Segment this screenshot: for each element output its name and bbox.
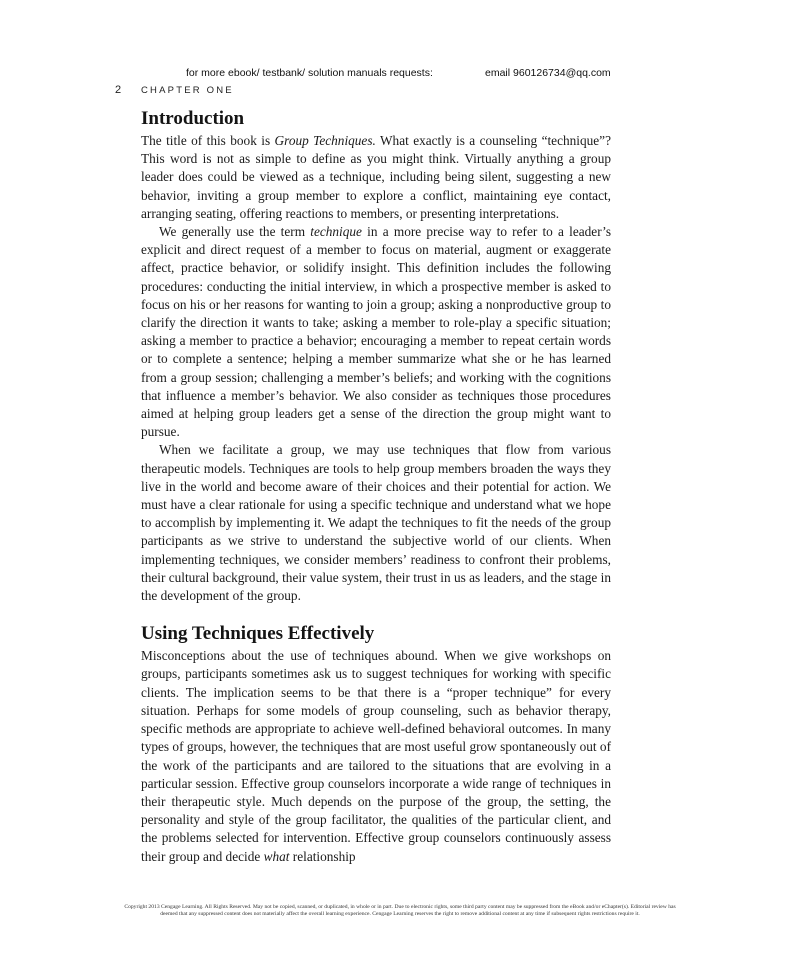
intro-paragraph-1: The title of this book is Group Techniques. What exactly is a counseling “technique”? This word is not as simple to define as you might think. Virtually anything a group leader does could be viewed as a technique, including being silent, suggesting a new behavior, inviting a group member to explore a conflict, maintaining eye contact, arranging seating, offering reactions to members, or presenting interpretations.: [141, 133, 611, 221]
copyright-footer: [60, 904, 740, 918]
banner-email-text: email 960126734@qq.com: [485, 67, 611, 79]
page-number: 2: [115, 84, 122, 96]
intro-paragraph-3: When we facilitate a group, we may use techniques that flow from various therapeutic models. Techniques are tools to help group members broaden the ways they live in the world and become aware of their choices and their potential for action. We must have a clear rationale for using a specific technique and understand what we hope to accomplish by implementing it. We adapt the techniques to fit the needs of the group participants as we strive to understand the subjective world of our clients. When implementing techniques, we consider members’ readiness to confront their problems, their cultural background, their value system, their trust in us as leaders, and the stage in the development of the group.: [141, 442, 611, 604]
emphasis-book-title: Group Techniques.: [274, 133, 376, 148]
section-heading-using-techniques: Using Techniques Effectively: [141, 623, 375, 645]
banner-request-text: for more ebook/ testbank/ solution manuals requests:: [186, 67, 433, 79]
intro-paragraph-2: We generally use the term technique in a more precise way to refer to a leader’s explicit and direct request of a member to focus on material, augment or exaggerate affect, practice behavior, or solidify insight. This definition includes the following procedures: conducting the initial interview, in which a prospective member is asked to focus on his or her reasons for wanting to join a group; asking a nonproductive group to clarify the direction it wants to take; asking a member to role-play a specific situation; asking a member to practice a behavior; encouraging a member to repeat certain words or to complete a sentence; helping a member summarize what she or he has learned from a group session; challenging a member’s beliefs; and working with the cognitions that influence a member’s behavior. We also consider as techniques those procedures aimed at helping group leaders get a sense of the direction the group might want to pursue.: [141, 224, 611, 440]
top-banner: [0, 67, 800, 81]
page-body: [141, 106, 611, 866]
emphasis-what: what: [263, 848, 290, 864]
copyright-line-2: deemed that any suppressed content does not materially affect the overall learning experience. Cengage Learning reserves the right to remove additional content at any time if subsequent rights restrictions require it.: [160, 911, 640, 917]
chapter-label: CHAPTER ONE: [141, 85, 234, 96]
using-techniques-paragraph-1: Misconceptions about the use of techniques abound. When we give workshops on groups, participants sometimes ask us to suggest techniques for working with specific clients. The implication seems to be that there is a “proper technique” for every situation. Perhaps for some models of group counseling, such as behavior therapy, specific methods are appropriate to achieve well-defined behavioral outcomes. In many types of groups, however, the techniques that are most useful grow spontaneously out of the work of the participants and are tailored to the situations that are evolving in a particular session. Effective group counselors incorporate a wide range of techniques in their therapeutic style. Much depends on the purpose of the group, the setting, the personality and style of the group facilitator, the qualities of the particular client, and the problems selected for intervention. Effective group counselors continuously assess their group and decide what relationship: [141, 648, 611, 864]
copyright-line-1: Copyright 2013 Cengage Learning. All Rights Reserved. May not be copied, scanned, or duplicated, in whole or in part. Due to electronic rights, some third party content may be suppressed from the eBook and/or eChapter(s). Editorial review has: [124, 904, 676, 910]
emphasis-technique: technique: [310, 224, 362, 240]
section-heading-introduction: Introduction: [141, 108, 245, 129]
